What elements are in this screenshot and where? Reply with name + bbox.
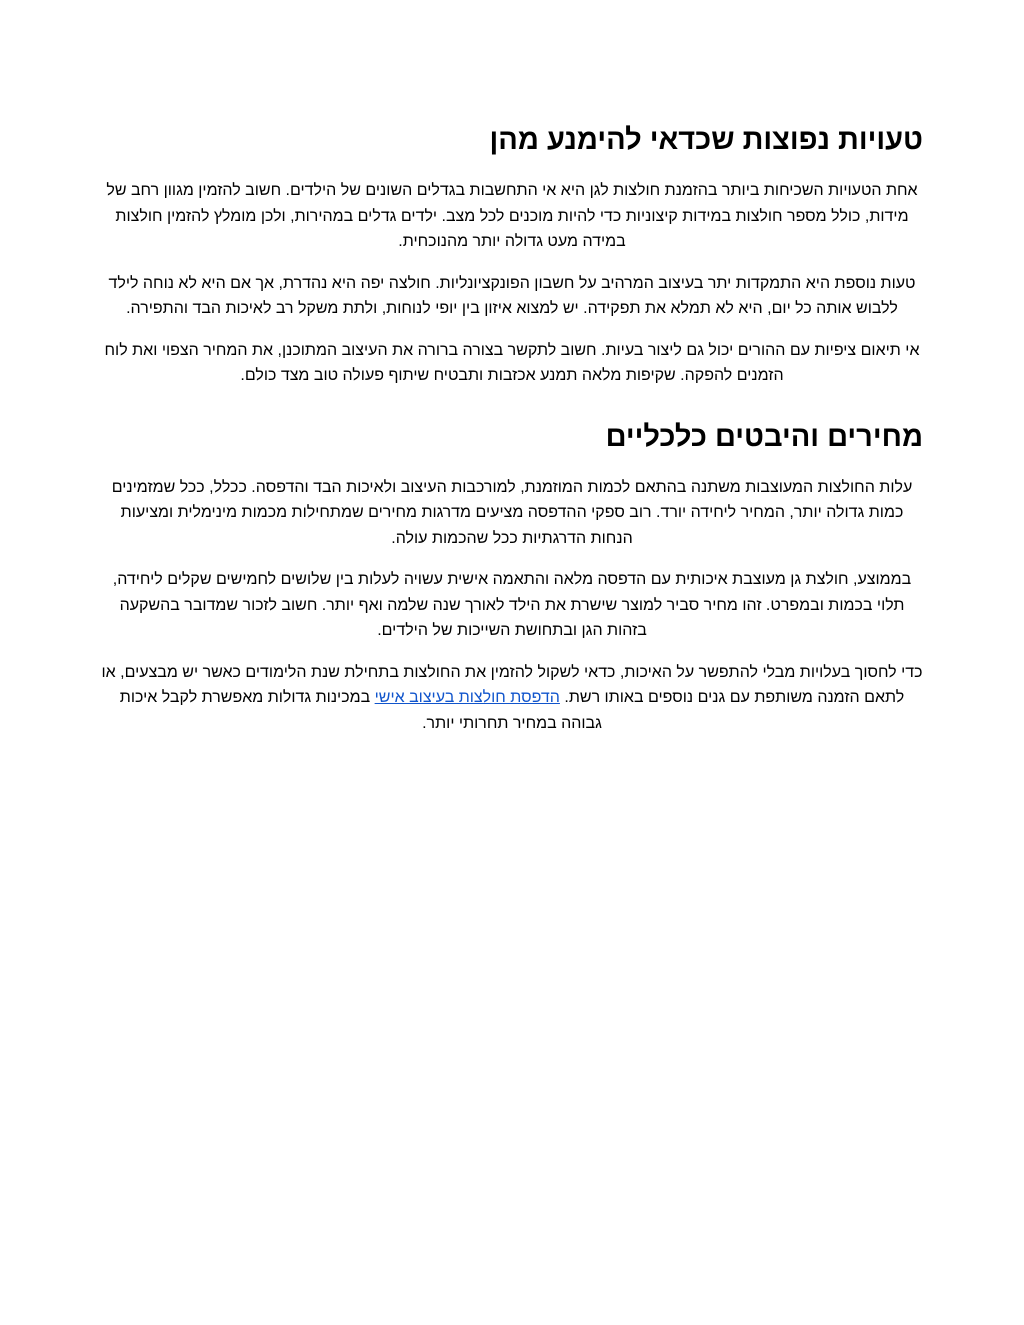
- paragraph-sizing-mistake: אחת הטעויות השכיחות ביותר בהזמנת חולצות לגן היא אי התחשבות בגדלים השונים של הילדים. חשוב להזמין מגוון רחב של מידות, כולל מספר חולצות במידות קיצוניות כדי להיות מוכנים לכל מצב. ילדים גדלים במהירות, ולכן מומלץ להזמין חולצות במידה מעט גדולה יותר מהנוכחית.: [106, 182, 918, 250]
- paragraph-saving-tips: [101, 660, 923, 737]
- paragraph-average-price: בממוצע, חולצת גן מעוצבת איכותית עם הדפסה מלאה והתאמה אישית עשויה לעלות בין שלושים לחמישים שקלים ליחידה, תלוי בכמות ובמפרט. זהו מחיר סביר למוצר שישרת את הילד לאורך שנה שלמה ואף יותר. חשוב לזכור שמדובר בהשקעה בזהות הגן ובתחושת השייכות של הילדים.: [112, 571, 912, 639]
- heading-common-mistakes: טעויות נפוצות שכדאי להימנע מהן: [489, 124, 923, 156]
- paragraph-design-vs-function: טעות נוספת היא התמקדות יתר בעיצוב המרהיב על חשבון הפונקציונליות. חולצה יפה היא נהדרת, אך אם היא לא נוחה לילד ללבוש אותה כל יום, היא לא תמלא את תפקידה. יש למצוא איזון בין יופי לנוחות, ולתת משקל רב לאיכות הבד והתפירה.: [108, 274, 916, 317]
- heading-prices-economics: מחירים והיבטים כלכליים: [605, 420, 923, 453]
- paragraph-cost-factors: עלות החולצות המעוצבות משתנה בהתאם לכמות המוזמנת, למורכבות העיצוב ולאיכות הבד והדפסה. ככלל, ככל שמזמינים כמות גדולה יותר, המחיר ליחידה יורד. רוב ספקי ההדפסה מציעים מדרגות מחירים שמתחילות מכמות מינימלית ומציעות הנחות הדרגתיות ככל שהכמות עולה.: [111, 478, 913, 547]
- paragraph-saving-tips-text-after: במכינות גדולות מאפשרת לקבל איכות גבוהה במחיר תחרותי יותר.: [119, 689, 602, 732]
- paragraph-saving-tips-text-before: כדי לחסוך בעלויות מבלי להתפשר על האיכות, כדאי לשקול להזמין את החולצות בתחילת שנת הלימודים כאשר יש מבצעים, או לתאם הזמנה משותפת עם גנים נוספים באותו רשת.: [101, 663, 923, 706]
- custom-shirt-printing-link[interactable]: הדפסת חולצות בעיצוב אישי: [374, 689, 560, 706]
- paragraph-parent-expectations: אי תיאום ציפיות עם ההורים יכול גם ליצור בעיות. חשוב לתקשר בצורה ברורה את העיצוב המתוכנן, את המחיר הצפוי ואת לוח הזמנים להפקה. שקיפות מלאה תמנע אכזבות ותבטיח שיתוף פעולה טוב מצד כולם.: [104, 341, 920, 384]
